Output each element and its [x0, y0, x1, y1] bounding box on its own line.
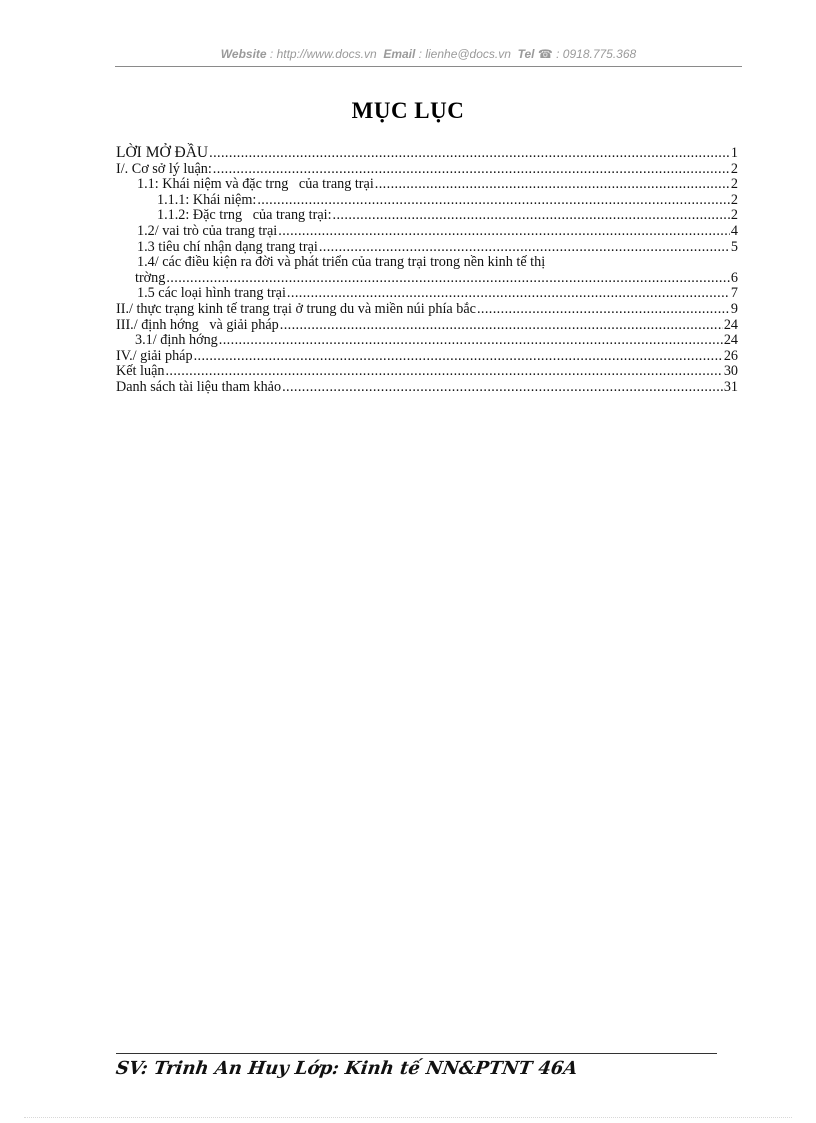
- toc-entry[interactable]: [116, 240, 738, 256]
- toc-entry[interactable]: [116, 349, 738, 365]
- toc-leader: [333, 208, 730, 224]
- toc-entry-text: LỜI MỞ ĐẦU: [116, 144, 209, 161]
- toc-leader: [165, 364, 722, 380]
- page-title: MỤC LỤC: [351, 98, 465, 123]
- toc-leader: [278, 224, 730, 240]
- toc-entry-text: 1.5 các loại hình trang trại: [137, 285, 286, 302]
- toc-entry-page: 6: [730, 269, 738, 286]
- footer-divider: [116, 1053, 717, 1054]
- toc-entry-text: IV./ giải pháp: [116, 347, 193, 364]
- toc-leader: [257, 193, 730, 209]
- toc-entry-text: 1.3 tiêu chí nhận dạng trang trại: [137, 238, 318, 255]
- tel-value: : 0918.775.368: [556, 47, 637, 61]
- email-value: : lienhe@docs.vn: [418, 47, 511, 61]
- toc-entry-first-line[interactable]: [116, 255, 738, 271]
- toc-leader: [280, 318, 723, 334]
- website-label: Website: [220, 47, 267, 61]
- toc-entry[interactable]: [116, 224, 738, 240]
- toc-entry-page: 2: [730, 207, 738, 224]
- table-of-contents: [116, 145, 738, 396]
- toc-leader: [166, 271, 730, 287]
- toc-leader: [319, 240, 730, 256]
- toc-entry[interactable]: [116, 333, 738, 349]
- toc-entry[interactable]: [116, 193, 738, 209]
- footer-signature: SV: Trinh An Huy Lớp: Kinh tế NN&PTNT 46A: [114, 1058, 579, 1079]
- toc-entry-page: 7: [730, 285, 738, 302]
- toc-entry[interactable]: [116, 208, 738, 224]
- page-header: [115, 47, 742, 67]
- toc-entry-text: 3.1/ định hớng: [135, 332, 218, 349]
- toc-entry-page: 5: [730, 238, 738, 255]
- toc-leader: [209, 146, 730, 162]
- toc-leader: [194, 349, 723, 365]
- toc-entry-continuation[interactable]: [116, 271, 738, 287]
- toc-leader: [282, 380, 723, 396]
- toc-entry[interactable]: [116, 318, 738, 334]
- toc-entry-text: III./ định hớng và giải pháp: [116, 316, 279, 333]
- toc-entry-page: 4: [730, 222, 738, 239]
- toc-leader: [219, 333, 723, 349]
- toc-entry-page: 1: [730, 145, 738, 161]
- toc-leader: [375, 177, 730, 193]
- toc-leader: [287, 286, 730, 302]
- toc-entry-text: II./ thực trạng kinh tế trang trại ở trung du và miền núi phía bắc: [116, 300, 476, 317]
- toc-entry[interactable]: [116, 162, 738, 178]
- toc-entry-page: 2: [730, 176, 738, 193]
- toc-entry-text: 1.1.1: Khái niệm:: [157, 191, 257, 208]
- toc-entry-text: 1.2/ vai trò của trang trại: [137, 222, 278, 239]
- toc-entry-text: 1.1: Khái niệm và đặc trng của trang trại: [137, 176, 374, 193]
- phone-icon: ☎: [537, 47, 553, 61]
- toc-entry-text: Kết luận: [116, 363, 165, 380]
- toc-entry[interactable]: [116, 364, 738, 380]
- toc-entry-text: 1.1.2: Đặc trng của trang trại:: [157, 207, 332, 224]
- toc-entry-page: 31: [723, 378, 738, 395]
- toc-entry[interactable]: [116, 286, 738, 302]
- toc-entry-page: 26: [723, 347, 738, 364]
- toc-entry[interactable]: [116, 380, 738, 396]
- toc-entry-page: 2: [730, 191, 738, 208]
- toc-entry-page: 9: [730, 300, 738, 317]
- tel-label: Tel: [517, 47, 535, 61]
- toc-entry[interactable]: [116, 177, 738, 193]
- toc-entry[interactable]: [116, 145, 738, 162]
- toc-leader: [213, 162, 730, 178]
- toc-entry-page: 30: [723, 363, 738, 380]
- toc-entry-text: Danh sách tài liệu tham khảo: [116, 378, 282, 395]
- page-bottom-border: [24, 1117, 792, 1118]
- toc-entry-page: 24: [723, 332, 738, 349]
- toc-entry-text: I/. Cơ sở lý luận:: [116, 160, 212, 177]
- toc-entry-page: 24: [723, 316, 738, 333]
- toc-entry-text-cont: trờng: [135, 269, 166, 286]
- toc-entry[interactable]: [116, 302, 738, 318]
- toc-entry-text: 1.4/ các điều kiện ra đời và phát triển của trang trại trong nền kinh tế thị: [137, 254, 546, 271]
- toc-leader: [477, 302, 730, 318]
- website-value: : http://www.docs.vn: [269, 47, 377, 61]
- email-label: Email: [383, 47, 416, 61]
- toc-entry-page: 2: [730, 160, 738, 177]
